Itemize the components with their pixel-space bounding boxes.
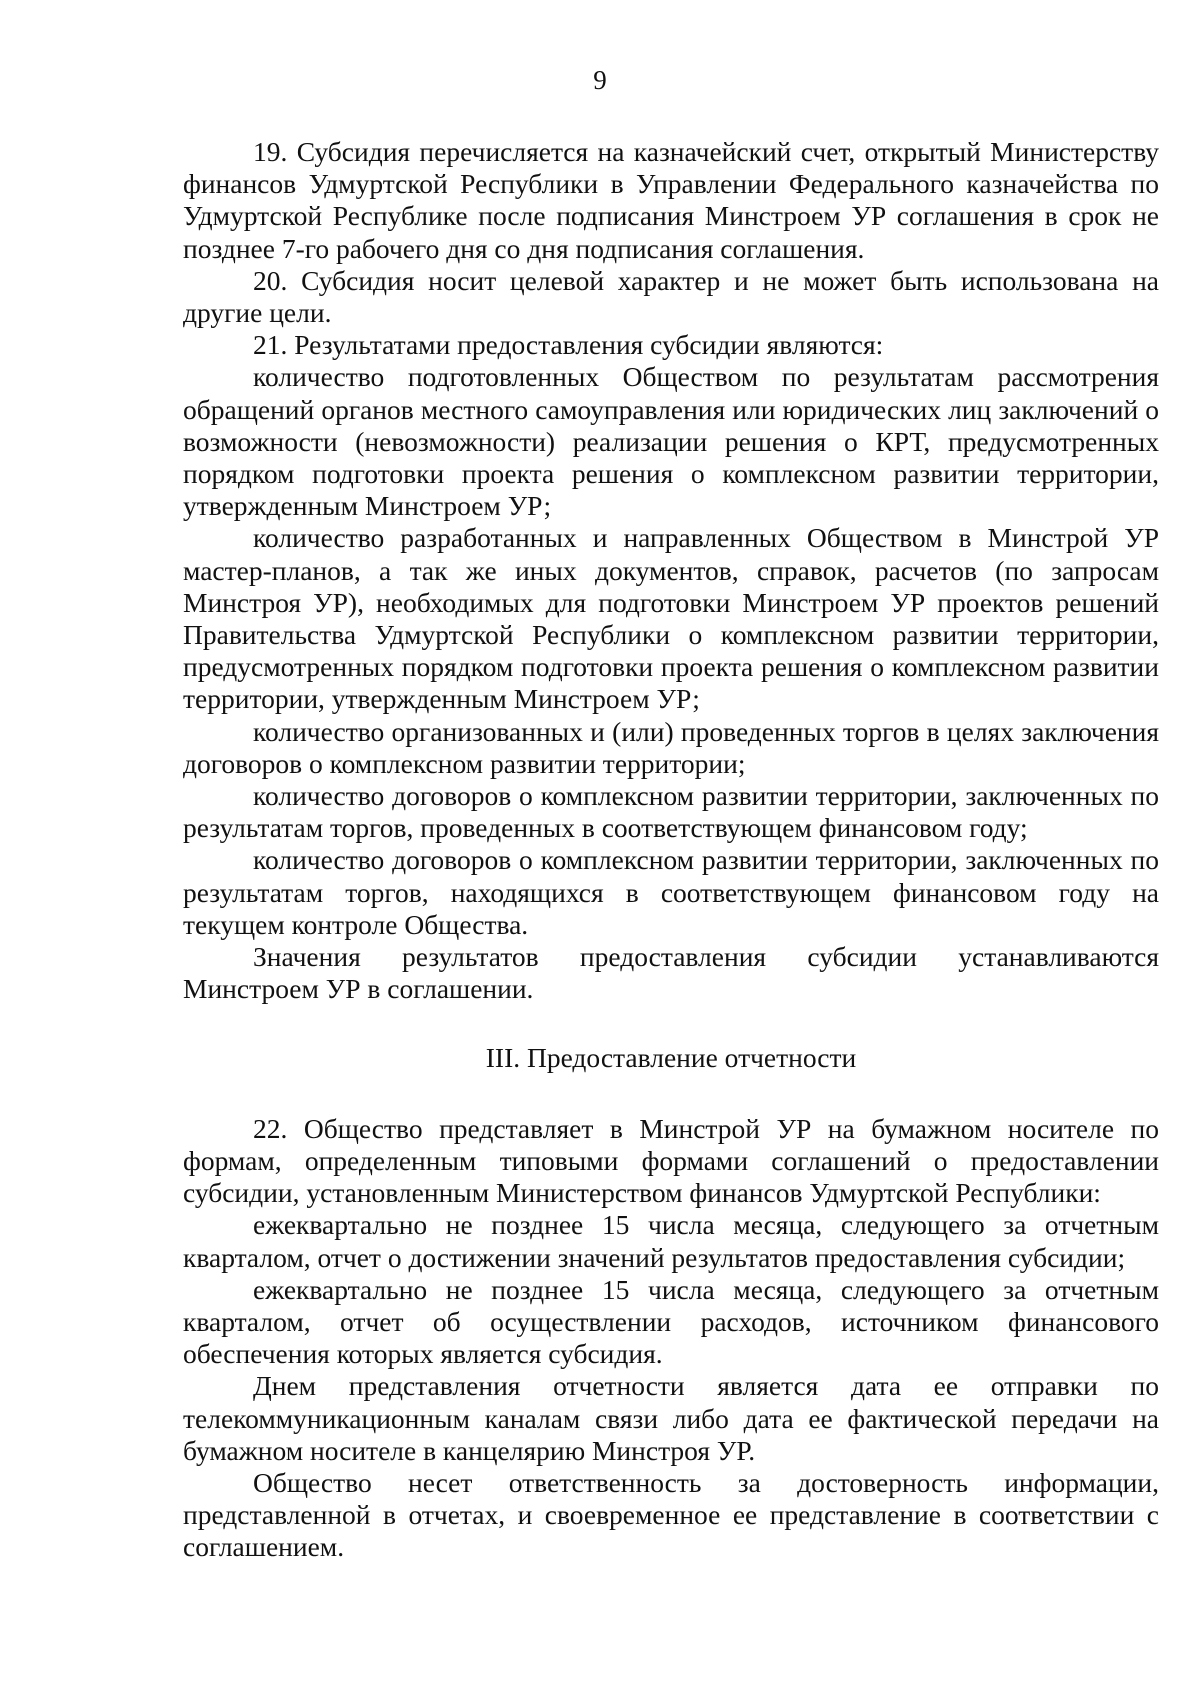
result-item-master-plans: количество разработанных и направленных Обществом в Минстрой УР мастер-планов, а так же иных документов, справок, расчетов (по запросам Минстроя УР), необходимых для подготовки Минстроем УР проектов решений Правительства Удмуртской Республики о комплексном развитии территории, предусмотренных порядком подготовки проекта решения о комплексном развитии территории, утвержденным Минстроем УР; [183, 522, 1159, 715]
responsibility-paragraph: Общество несет ответственность за достоверность информации, представленной в отчетах, и своевременное ее представление в соответствии с соглашением. [183, 1466, 1159, 1563]
reporting-date-paragraph: Днем представления отчетности является дата ее отправки по телекоммуникационным каналам связи либо дата ее фактической передачи на бумажном носителе в канцелярию Минстроя УР. [183, 1370, 1159, 1466]
result-item-tenders: количество организованных и (или) проведенных торгов в целях заключения договоров о комплексном развитии территории; [183, 715, 1159, 779]
page-number: 9 [593, 65, 607, 95]
result-item-contracts-concluded: количество договоров о комплексном развитии территории, заключенных по результатам торгов, проведенных в соответствующем финансовом году; [183, 780, 1159, 844]
result-item-conclusions: количество подготовленных Обществом по результатам рассмотрения обращений органов местного самоуправления или юридических лиц заключений о возможности (невозможности) реализации решения о КРТ, предусмотренных порядком подготовки проекта решения о комплексном развитии территории, утвержденным Минстроем УР; [183, 361, 1159, 522]
document-body [183, 136, 1159, 1564]
paragraph-19: 19. Субсидия перечисляется на казначейский счет, открытый Министерству финансов Удмуртской Республики в Управлении Федерального казначейства по Удмуртской Республике после подписания Минстроем УР соглашения в срок не позднее 7-го рабочего дня со дня подписания соглашения. [183, 136, 1159, 264]
report-item-expenses: ежеквартально не позднее 15 числа месяца, следующего за отчетным кварталом, отчет об осуществлении расходов, источником финансового обеспечения которых является субсидия. [183, 1273, 1159, 1370]
result-values-paragraph: Значения результатов предоставления субсидии устанавливаются Минстроем УР в соглашении. [183, 941, 1159, 1005]
paragraph-22: 22. Общество представляет в Минстрой УР на бумажном носителе по формам, определенным типовыми формами соглашений о предоставлении субсидии, установленным Министерством финансов Удмуртской Республики: [183, 1112, 1159, 1209]
paragraph-21: 21. Результатами предоставления субсидии являются: [253, 329, 884, 361]
section-heading: III. Предоставление отчетности [485, 1042, 857, 1074]
report-item-results: ежеквартально не позднее 15 числа месяца, следующего за отчетным кварталом, отчет о достижении значений результатов предоставления субсидии; [183, 1209, 1159, 1273]
result-item-contracts-monitored: количество договоров о комплексном развитии территории, заключенных по результатам торгов, находящихся в соответствующем финансовом году на текущем контроле Общества. [183, 844, 1159, 940]
paragraph-20: 20. Субсидия носит целевой характер и не может быть использована на другие цели. [183, 264, 1159, 329]
